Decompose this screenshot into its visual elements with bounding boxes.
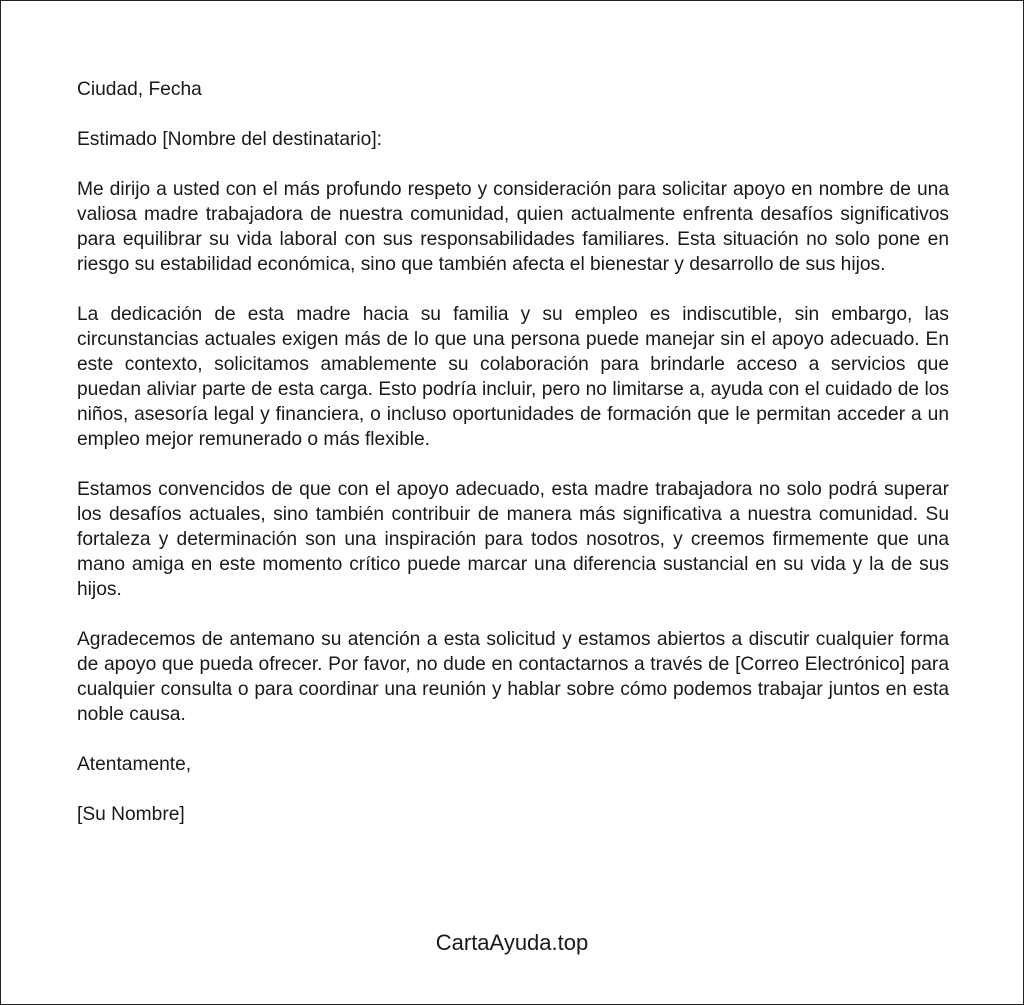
paragraph-3: Estamos convencidos de que con el apoyo adecuado, esta madre trabajadora no solo podrá superar los desafíos actuales, sino también contribuir de manera más significativa a nuestra comunidad. Su fortaleza y determinación son una inspiración para todos nosotros, y creemos firmemente que una mano amiga en este momento crítico puede marcar una diferencia sustancial en su vida y la de sus hijos.	[77, 479, 949, 600]
closing: Atentamente,	[77, 754, 192, 775]
greeting: Estimado [Nombre del destinatario]:	[77, 129, 383, 150]
paragraph-4: Agradecemos de antemano su atención a esta solicitud y estamos abiertos a discutir cualquier forma de apoyo que pueda ofrecer. Por favor, no dude en contactarnos a través de [Correo Electrónico] para cualquier consulta o para coordinar una reunión y hablar sobre cómo podemos trabajar juntos en esta noble causa.	[77, 629, 949, 725]
site-footer: CartaAyuda.top	[435, 930, 589, 955]
letter-body	[77, 77, 949, 852]
place-date: Ciudad, Fecha	[77, 79, 202, 100]
paragraph-1: Me dirijo a usted con el más profundo respeto y consideración para solicitar apoyo en nombre de una valiosa madre trabajadora de nuestra comunidad, quien actualmente enfrenta desafíos significativos para equilibrar su vida laboral con sus responsabilidades familiares. Esta situación no solo pone en riesgo su estabilidad económica, sino que también afecta el bienestar y desarrollo de sus hijos.	[77, 179, 949, 275]
signature: [Su Nombre]	[77, 804, 185, 825]
paragraph-2: La dedicación de esta madre hacia su familia y su empleo es indiscutible, sin embargo, las circunstancias actuales exigen más de lo que una persona puede manejar sin el apoyo adecuado. En este contexto, solicitamos amablemente su colaboración para brindarle acceso a servicios que puedan aliviar parte de esta carga. Esto podría incluir, pero no limitarse a, ayuda con el cuidado de los niños, asesoría legal y financiera, o incluso oportunidades de formación que le permitan acceder a un empleo mejor remunerado o más flexible.	[77, 304, 949, 450]
